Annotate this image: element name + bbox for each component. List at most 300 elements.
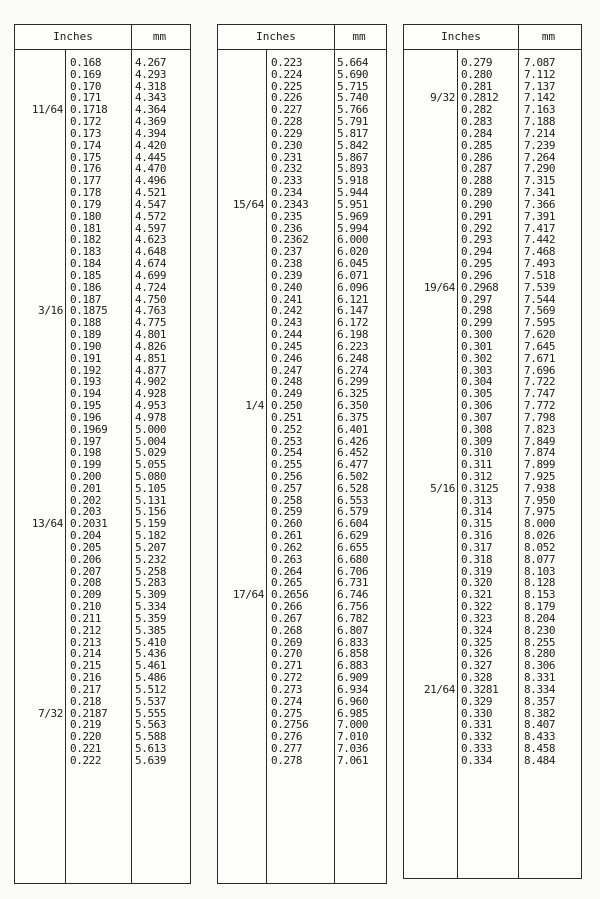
- inches-cell: 0.259: [271, 505, 303, 519]
- inches-cell: 0.184: [70, 257, 102, 271]
- inches-cell: 0.223: [271, 56, 303, 69]
- inches-cell: 0.208: [70, 576, 102, 590]
- inches-cell: 0.176: [70, 162, 102, 176]
- inches-cell: 0.2362: [271, 233, 309, 247]
- inches-cell: 0.323: [461, 611, 493, 625]
- mm-cell: 4.364: [135, 103, 167, 117]
- mm-cell: 6.477: [337, 458, 369, 472]
- fraction-cell: 5/16: [430, 481, 455, 495]
- inches-cell: 0.253: [271, 434, 303, 448]
- inches-cell: 0.284: [461, 126, 493, 140]
- inches-cell: 0.236: [271, 221, 303, 235]
- inches-cell: 0.261: [271, 529, 303, 543]
- inches-cell: 0.246: [271, 351, 303, 365]
- inches-cell: 0.192: [70, 363, 102, 377]
- table-row: [218, 199, 386, 211]
- mm-cell: 6.706: [337, 564, 369, 578]
- table-row: [15, 755, 190, 767]
- inches-cell: 0.324: [461, 623, 493, 637]
- mm-cell: 4.394: [135, 126, 167, 140]
- table-row: [15, 140, 190, 152]
- mm-cell: 4.420: [135, 138, 167, 152]
- inches-cell: 0.175: [70, 150, 102, 164]
- mm-cell: 6.528: [337, 481, 369, 495]
- inches-cell: 0.245: [271, 339, 303, 353]
- header-inches: Inches: [441, 30, 481, 43]
- inches-cell: 0.213: [70, 635, 102, 649]
- mm-cell: 5.156: [135, 505, 167, 519]
- inches-cell: 0.276: [271, 730, 303, 744]
- mm-cell: 5.994: [337, 221, 369, 235]
- inches-cell: 0.322: [461, 600, 493, 614]
- table-row: [15, 625, 190, 637]
- mm-cell: 8.255: [524, 635, 556, 649]
- mm-cell: 6.655: [337, 540, 369, 554]
- mm-cell: 5.867: [337, 150, 369, 164]
- inches-cell: 0.169: [70, 67, 102, 81]
- inches-cell: 0.264: [271, 564, 303, 578]
- mm-cell: 6.553: [337, 493, 369, 507]
- fraction-cell: 19/64: [423, 280, 455, 294]
- mm-cell: 4.699: [135, 268, 167, 282]
- inches-cell: 0.226: [271, 91, 303, 105]
- table-header: [15, 25, 190, 50]
- table-row: [218, 341, 386, 353]
- table-row: [15, 270, 190, 282]
- inches-cell: 0.301: [461, 339, 493, 353]
- inches-cell: 0.239: [271, 268, 303, 282]
- inches-cell: 0.197: [70, 434, 102, 448]
- inches-cell: 0.2656: [271, 588, 309, 602]
- inches-cell: 0.282: [461, 103, 493, 117]
- inches-cell: 0.285: [461, 138, 493, 152]
- mm-cell: 6.096: [337, 280, 369, 294]
- mm-cell: 5.055: [135, 458, 167, 472]
- header-mm: mm: [352, 30, 366, 43]
- mm-cell: 7.620: [524, 328, 556, 342]
- inches-cell: 0.209: [70, 588, 102, 602]
- table-row: [404, 412, 581, 424]
- inches-cell: 0.265: [271, 576, 303, 590]
- table-row: [15, 353, 190, 365]
- mm-cell: 4.470: [135, 162, 167, 176]
- mm-cell: 4.775: [135, 316, 167, 330]
- table-row: [404, 211, 581, 223]
- inches-cell: 0.187: [70, 292, 102, 306]
- table-row: [15, 199, 190, 211]
- mm-cell: 7.239: [524, 138, 556, 152]
- mm-cell: 6.858: [337, 647, 369, 661]
- mm-cell: 5.334: [135, 600, 167, 614]
- mm-cell: 8.230: [524, 623, 556, 637]
- inches-cell: 0.2031: [70, 517, 108, 531]
- table-row: [218, 542, 386, 554]
- mm-cell: 8.433: [524, 730, 556, 744]
- inches-cell: 0.255: [271, 458, 303, 472]
- inches-cell: 0.189: [70, 328, 102, 342]
- mm-cell: 6.579: [337, 505, 369, 519]
- mm-cell: 6.198: [337, 328, 369, 342]
- mm-cell: 7.087: [524, 56, 556, 69]
- inches-cell: 0.190: [70, 339, 102, 353]
- table-row: [218, 755, 386, 767]
- mm-cell: 7.468: [524, 245, 556, 259]
- inches-cell: 0.313: [461, 493, 493, 507]
- table-row: [218, 412, 386, 424]
- inches-cell: 0.215: [70, 659, 102, 673]
- inches-cell: 0.279: [461, 56, 493, 69]
- table-row: [15, 282, 190, 294]
- table-row: [404, 554, 581, 566]
- mm-cell: 4.648: [135, 245, 167, 259]
- mm-cell: 7.747: [524, 387, 556, 401]
- table-row: [15, 412, 190, 424]
- inches-cell: 0.178: [70, 186, 102, 200]
- inches-cell: 0.3125: [461, 481, 499, 495]
- inches-cell: 0.270: [271, 647, 303, 661]
- inches-cell: 0.227: [271, 103, 303, 117]
- inches-cell: 0.272: [271, 671, 303, 685]
- mm-cell: 7.569: [524, 304, 556, 318]
- inches-cell: 0.201: [70, 481, 102, 495]
- inches-cell: 0.240: [271, 280, 303, 294]
- inches-cell: 0.177: [70, 174, 102, 188]
- mm-cell: 6.147: [337, 304, 369, 318]
- mm-cell: 6.746: [337, 588, 369, 602]
- header-inches: Inches: [256, 30, 296, 43]
- table-row: [15, 211, 190, 223]
- inches-cell: 0.247: [271, 363, 303, 377]
- mm-cell: 8.153: [524, 588, 556, 602]
- mm-cell: 4.826: [135, 339, 167, 353]
- mm-cell: 7.849: [524, 434, 556, 448]
- inches-cell: 0.172: [70, 115, 102, 129]
- inches-cell: 0.275: [271, 706, 303, 720]
- mm-cell: 7.722: [524, 375, 556, 389]
- mm-cell: 4.902: [135, 375, 167, 389]
- table-row: [404, 684, 581, 696]
- mm-cell: 4.674: [135, 257, 167, 271]
- inches-cell: 0.267: [271, 611, 303, 625]
- mm-cell: 7.950: [524, 493, 556, 507]
- inches-cell: 0.327: [461, 659, 493, 673]
- table-row: [404, 140, 581, 152]
- inches-cell: 0.302: [461, 351, 493, 365]
- table-row: [218, 282, 386, 294]
- mm-cell: 7.188: [524, 115, 556, 129]
- mm-cell: 5.715: [337, 79, 369, 93]
- inches-cell: 0.181: [70, 221, 102, 235]
- table-row: [15, 684, 190, 696]
- mm-cell: 6.020: [337, 245, 369, 259]
- mm-cell: 4.521: [135, 186, 167, 200]
- mm-cell: 6.172: [337, 316, 369, 330]
- fraction-cell: 1/4: [245, 399, 264, 413]
- inches-cell: 0.230: [271, 138, 303, 152]
- inches-cell: 0.298: [461, 304, 493, 318]
- table-row: [15, 424, 190, 436]
- inches-cell: 0.278: [271, 753, 303, 767]
- mm-cell: 5.283: [135, 576, 167, 590]
- mm-cell: 8.052: [524, 540, 556, 554]
- inches-cell: 0.220: [70, 730, 102, 744]
- inches-cell: 0.204: [70, 529, 102, 543]
- mm-cell: 5.232: [135, 552, 167, 566]
- inches-cell: 0.202: [70, 493, 102, 507]
- inches-cell: 0.194: [70, 387, 102, 401]
- inches-cell: 0.256: [271, 469, 303, 483]
- mm-cell: 5.182: [135, 529, 167, 543]
- inches-cell: 0.320: [461, 576, 493, 590]
- mm-cell: 5.555: [135, 706, 167, 720]
- mm-cell: 7.696: [524, 363, 556, 377]
- mm-cell: 5.410: [135, 635, 167, 649]
- mm-cell: 4.293: [135, 67, 167, 81]
- mm-cell: 8.382: [524, 706, 556, 720]
- inches-cell: 0.321: [461, 588, 493, 602]
- table-row: [404, 199, 581, 211]
- table-row: [218, 353, 386, 365]
- inches-cell: 0.2812: [461, 91, 499, 105]
- mm-cell: 5.207: [135, 540, 167, 554]
- inches-cell: 0.291: [461, 209, 493, 223]
- mm-cell: 4.763: [135, 304, 167, 318]
- mm-cell: 5.944: [337, 186, 369, 200]
- mm-cell: 5.359: [135, 611, 167, 625]
- inches-cell: 0.300: [461, 328, 493, 342]
- mm-cell: 8.077: [524, 552, 556, 566]
- inches-cell: 0.1969: [70, 422, 108, 436]
- inches-cell: 0.333: [461, 742, 493, 756]
- mm-cell: 4.953: [135, 399, 167, 413]
- mm-cell: 6.731: [337, 576, 369, 590]
- inches-cell: 0.262: [271, 540, 303, 554]
- inches-cell: 0.179: [70, 197, 102, 211]
- inches-cell: 0.331: [461, 718, 493, 732]
- mm-cell: 5.740: [337, 91, 369, 105]
- conversion-table-3: [403, 24, 582, 879]
- mm-cell: 6.985: [337, 706, 369, 720]
- mm-cell: 5.004: [135, 434, 167, 448]
- table-row: [404, 341, 581, 353]
- mm-cell: 5.131: [135, 493, 167, 507]
- mm-cell: 7.036: [337, 742, 369, 756]
- inches-cell: 0.305: [461, 387, 493, 401]
- mm-cell: 4.572: [135, 209, 167, 223]
- inches-cell: 0.251: [271, 410, 303, 424]
- mm-cell: 6.629: [337, 529, 369, 543]
- inches-cell: 0.309: [461, 434, 493, 448]
- table-row: [218, 613, 386, 625]
- inches-cell: 0.191: [70, 351, 102, 365]
- mm-cell: 6.960: [337, 694, 369, 708]
- mm-cell: 5.000: [135, 422, 167, 436]
- mm-cell: 6.000: [337, 233, 369, 247]
- mm-cell: 8.280: [524, 647, 556, 661]
- inches-cell: 0.296: [461, 268, 493, 282]
- table-row: [218, 483, 386, 495]
- mm-cell: 5.791: [337, 115, 369, 129]
- inches-cell: 0.186: [70, 280, 102, 294]
- table-header: [218, 25, 386, 50]
- inches-cell: 0.280: [461, 67, 493, 81]
- table-rows: [404, 57, 581, 767]
- mm-cell: 6.299: [337, 375, 369, 389]
- inches-cell: 0.287: [461, 162, 493, 176]
- table-row: [218, 424, 386, 436]
- inches-cell: 0.304: [461, 375, 493, 389]
- mm-cell: 5.588: [135, 730, 167, 744]
- inches-cell: 0.273: [271, 682, 303, 696]
- mm-cell: 7.772: [524, 399, 556, 413]
- inches-cell: 0.318: [461, 552, 493, 566]
- inches-cell: 0.171: [70, 91, 102, 105]
- inches-cell: 0.326: [461, 647, 493, 661]
- mm-cell: 5.512: [135, 682, 167, 696]
- mm-cell: 7.417: [524, 221, 556, 235]
- table-row: [15, 554, 190, 566]
- inches-cell: 0.286: [461, 150, 493, 164]
- mm-cell: 8.331: [524, 671, 556, 685]
- inches-cell: 0.328: [461, 671, 493, 685]
- mm-cell: 6.121: [337, 292, 369, 306]
- mm-cell: 7.000: [337, 718, 369, 732]
- mm-cell: 7.391: [524, 209, 556, 223]
- fraction-cell: 7/32: [38, 706, 63, 720]
- mm-cell: 6.934: [337, 682, 369, 696]
- inches-cell: 0.2756: [271, 718, 309, 732]
- mm-cell: 6.756: [337, 600, 369, 614]
- table-row: [404, 270, 581, 282]
- inches-cell: 0.200: [70, 469, 102, 483]
- inches-cell: 0.219: [70, 718, 102, 732]
- mm-cell: 5.664: [337, 56, 369, 69]
- inches-cell: 0.168: [70, 56, 102, 69]
- mm-cell: 6.350: [337, 399, 369, 413]
- table-row: [218, 69, 386, 81]
- fraction-cell: 3/16: [38, 304, 63, 318]
- inches-cell: 0.244: [271, 328, 303, 342]
- inches-cell: 0.232: [271, 162, 303, 176]
- inches-cell: 0.195: [70, 399, 102, 413]
- inches-cell: 0.268: [271, 623, 303, 637]
- mm-cell: 6.071: [337, 268, 369, 282]
- inches-cell: 0.174: [70, 138, 102, 152]
- mm-cell: 8.000: [524, 517, 556, 531]
- inches-cell: 0.211: [70, 611, 102, 625]
- mm-cell: 6.325: [337, 387, 369, 401]
- table-row: [404, 542, 581, 554]
- header-mm: mm: [152, 30, 167, 43]
- inches-cell: 0.281: [461, 79, 493, 93]
- inches-cell: 0.183: [70, 245, 102, 259]
- table-row: [404, 69, 581, 81]
- inches-cell: 0.311: [461, 458, 493, 472]
- inches-cell: 0.263: [271, 552, 303, 566]
- mm-cell: 8.103: [524, 564, 556, 578]
- table-rows: [218, 57, 386, 767]
- inches-cell: 0.237: [271, 245, 303, 259]
- mm-cell: 6.401: [337, 422, 369, 436]
- mm-cell: 4.547: [135, 197, 167, 211]
- inches-cell: 0.228: [271, 115, 303, 129]
- inches-cell: 0.252: [271, 422, 303, 436]
- inches-cell: 0.229: [271, 126, 303, 140]
- mm-cell: 8.026: [524, 529, 556, 543]
- header-mm: mm: [541, 30, 556, 43]
- mm-cell: 6.274: [337, 363, 369, 377]
- mm-cell: 8.306: [524, 659, 556, 673]
- inches-cell: 0.258: [271, 493, 303, 507]
- mm-cell: 5.461: [135, 659, 167, 673]
- mm-cell: 4.623: [135, 233, 167, 247]
- mm-cell: 7.290: [524, 162, 556, 176]
- mm-cell: 5.690: [337, 67, 369, 81]
- mm-cell: 7.061: [337, 753, 369, 767]
- mm-cell: 7.142: [524, 91, 556, 105]
- inches-cell: 0.277: [271, 742, 303, 756]
- table-row: [404, 282, 581, 294]
- table-row: [218, 140, 386, 152]
- inches-cell: 0.289: [461, 186, 493, 200]
- inches-cell: 0.274: [271, 694, 303, 708]
- table-row: [15, 341, 190, 353]
- mm-cell: 5.080: [135, 469, 167, 483]
- inches-cell: 0.269: [271, 635, 303, 649]
- inches-cell: 0.217: [70, 682, 102, 696]
- inches-cell: 0.316: [461, 529, 493, 543]
- inches-cell: 0.222: [70, 753, 102, 767]
- table-row: [15, 69, 190, 81]
- inches-cell: 0.241: [271, 292, 303, 306]
- header-inches: Inches: [53, 30, 93, 43]
- mm-cell: 6.909: [337, 671, 369, 685]
- inches-cell: 0.3281: [461, 682, 499, 696]
- inches-cell: 0.199: [70, 458, 102, 472]
- conversion-table-1: [14, 24, 191, 884]
- mm-cell: 6.782: [337, 611, 369, 625]
- inches-cell: 0.231: [271, 150, 303, 164]
- mm-cell: 7.010: [337, 730, 369, 744]
- inches-cell: 0.224: [271, 67, 303, 81]
- inches-cell: 0.242: [271, 304, 303, 318]
- mm-cell: 7.539: [524, 280, 556, 294]
- mm-cell: 5.842: [337, 138, 369, 152]
- inches-cell: 0.238: [271, 257, 303, 271]
- mm-cell: 8.128: [524, 576, 556, 590]
- mm-cell: 7.112: [524, 67, 556, 81]
- inches-cell: 0.292: [461, 221, 493, 235]
- mm-cell: 7.671: [524, 351, 556, 365]
- table-row: [404, 613, 581, 625]
- table-row: [15, 696, 190, 708]
- inches-cell: 0.2187: [70, 706, 108, 720]
- inches-cell: 0.214: [70, 647, 102, 661]
- mm-cell: 8.484: [524, 753, 556, 767]
- table-row: [218, 554, 386, 566]
- mm-cell: 7.493: [524, 257, 556, 271]
- inches-cell: 0.334: [461, 753, 493, 767]
- inches-cell: 0.170: [70, 79, 102, 93]
- mm-cell: 6.883: [337, 659, 369, 673]
- inches-cell: 0.203: [70, 505, 102, 519]
- fraction-cell: 9/32: [430, 91, 455, 105]
- inches-cell: 0.312: [461, 469, 493, 483]
- inches-cell: 0.243: [271, 316, 303, 330]
- mm-cell: 6.452: [337, 446, 369, 460]
- inches-cell: 0.2968: [461, 280, 499, 294]
- inches-cell: 0.173: [70, 126, 102, 140]
